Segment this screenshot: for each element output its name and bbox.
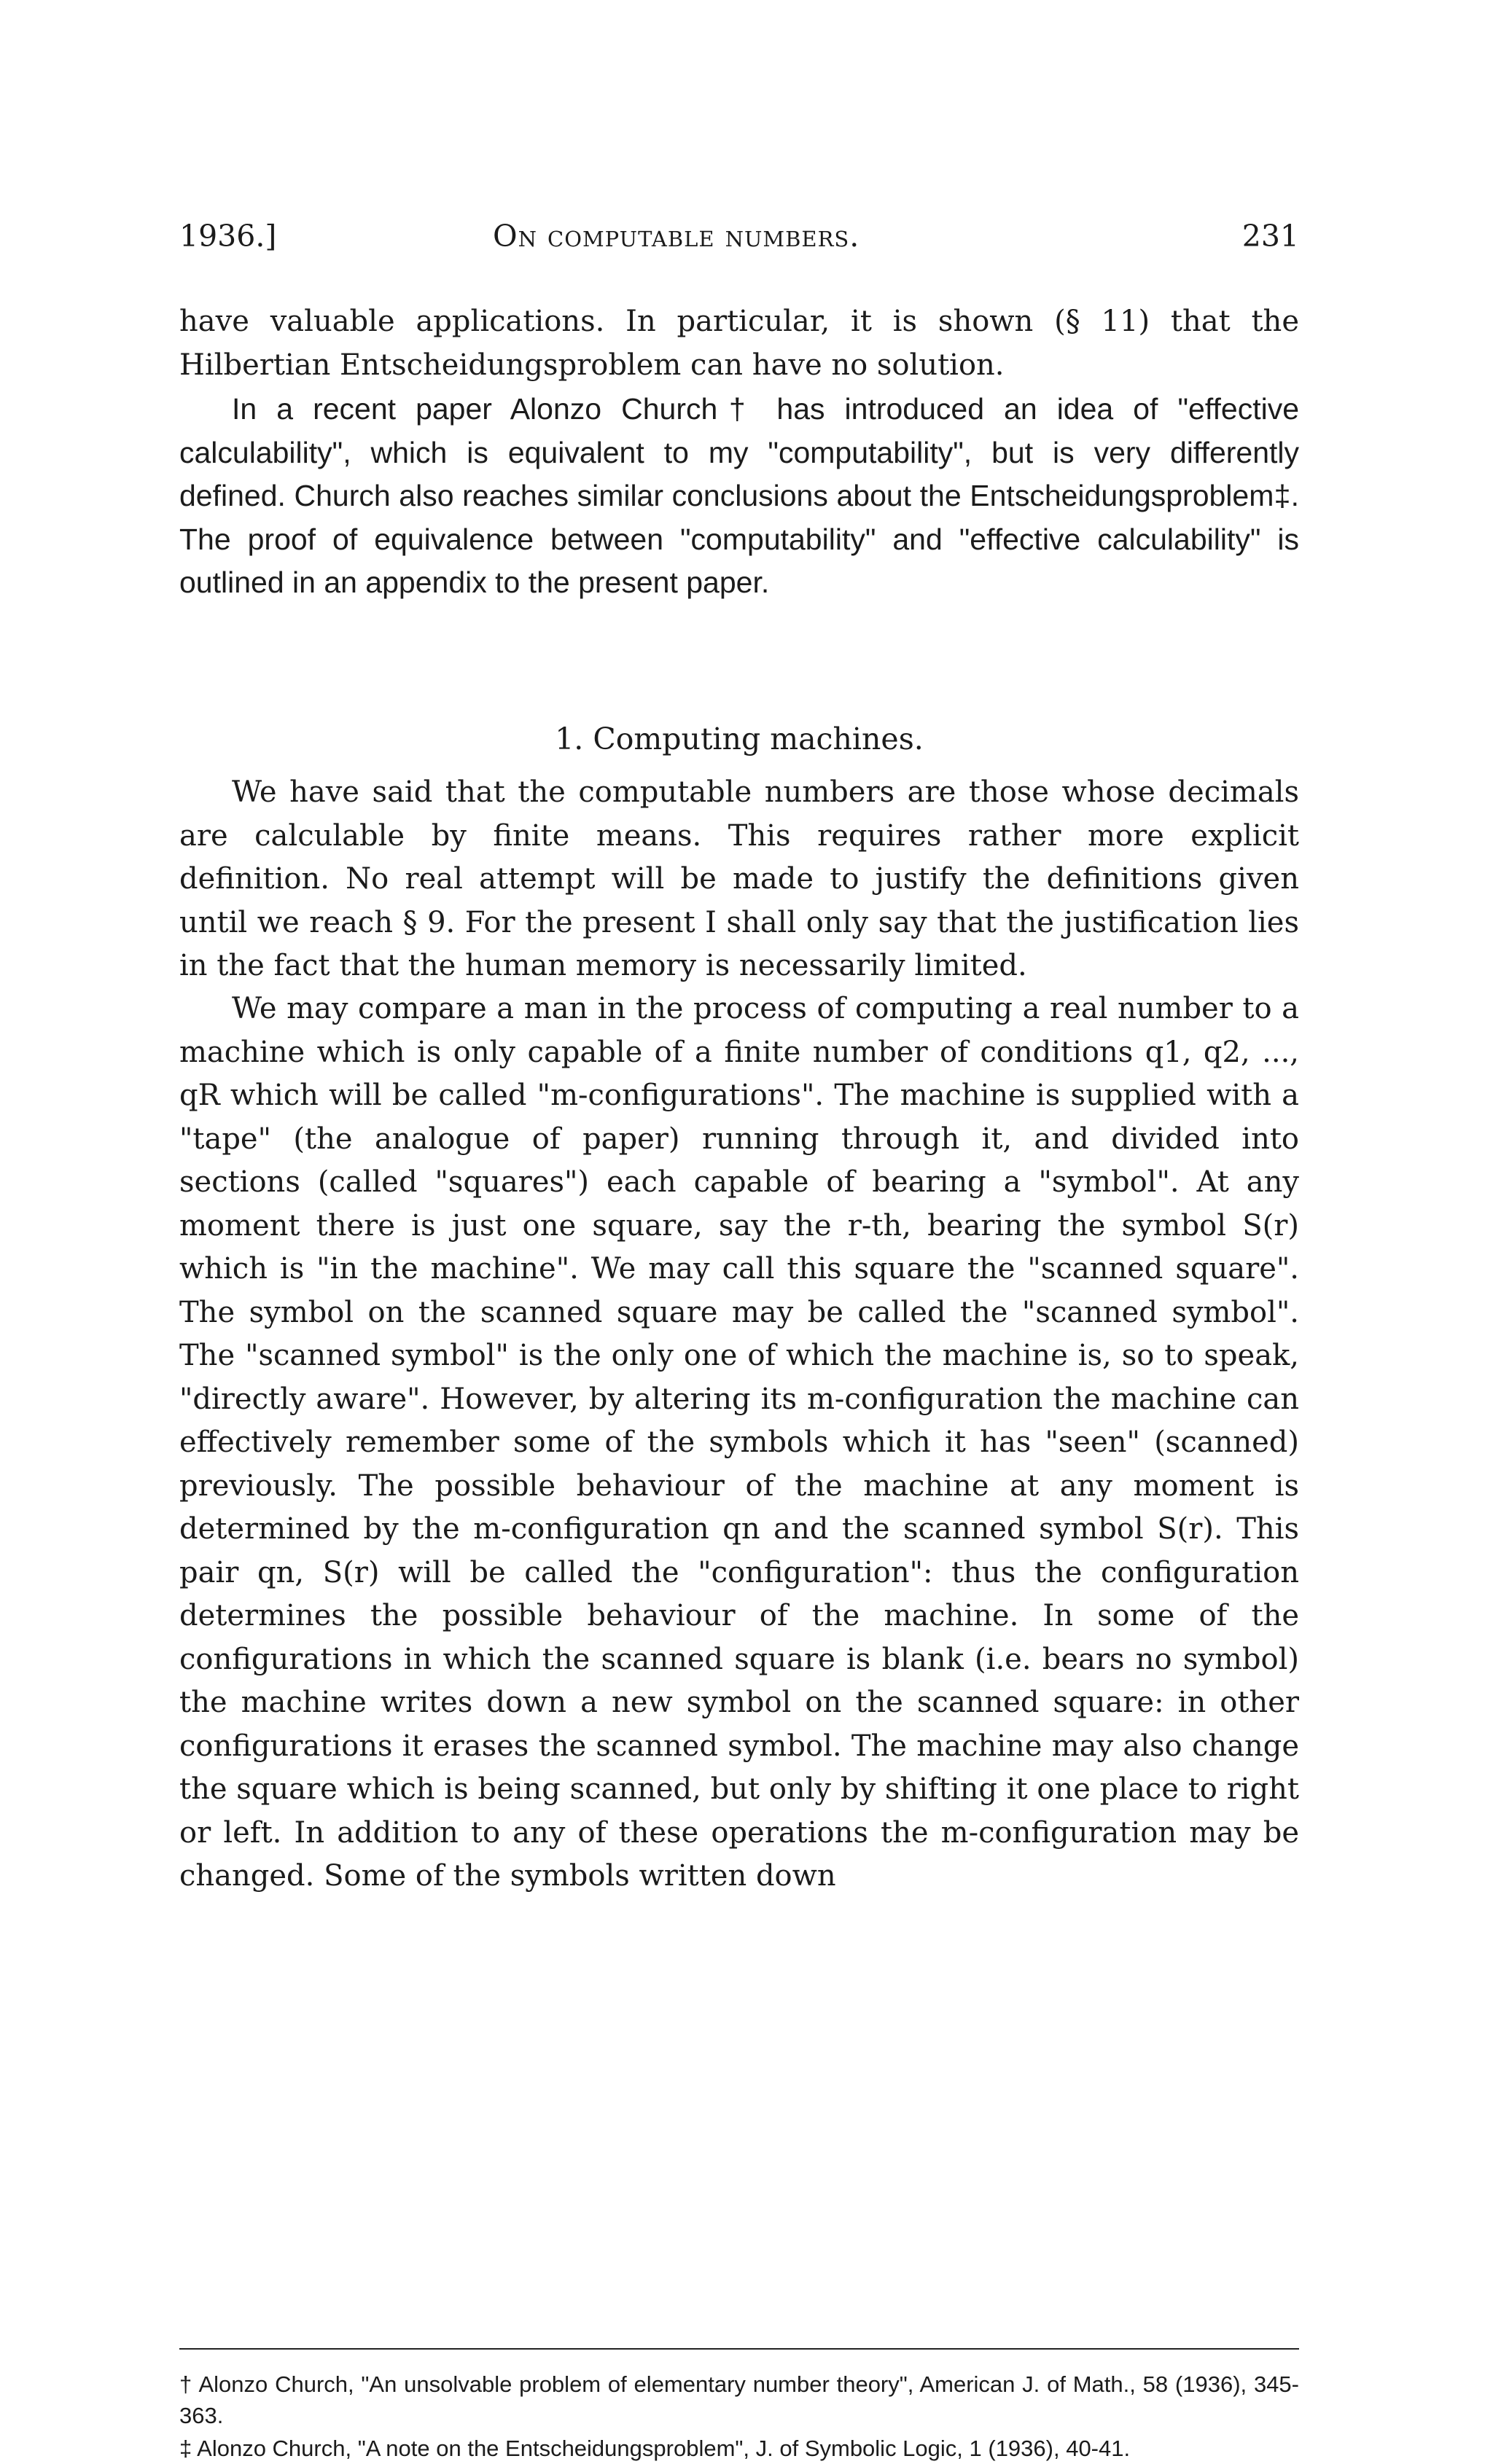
page-number: 231 xyxy=(1241,219,1299,254)
paragraph-church: In a recent paper Alonzo Church† has introduced an idea of "effective calculability", which is equivalent to my "computability", but is very differently defined. Church also reaches similar conclusions about the Entscheidungsproblem‡. The proof of equivalence between "computability" and "effective calculability" is outlined in an appendix to the present paper. xyxy=(179,392,1299,599)
running-header xyxy=(179,219,1299,255)
header-title: On computable numbers. xyxy=(493,219,860,254)
footnote-rule xyxy=(179,2348,1299,2350)
paragraph-computable-definition: We have said that the computable numbers are those whose decimals are calculable by finite means. This requires rather more explicit definition. No real attempt will be made to justify the definitions given until we reach § 9. For the present I shall only say that the justification lies in the fact that the human memory is necessarily limited. xyxy=(179,775,1299,982)
footnote-2: ‡ Alonzo Church, "A note on the Entscheidungsproblem", J. of Symbolic Logic, 1 (1936), 40-41. xyxy=(179,2436,1131,2461)
paragraph-machine-description: We may compare a man in the process of computing a real number to a machine which is only capable of a finite number of conditions q1, q2, ..., qR which will be called "m-configurations". The machine is supplied with a "tape" (the analogue of paper) running through it, and divided into sections (called "squares") each capable of bearing a "symbol". At any moment there is just one square, say the r-th, bearing the symbol S(r) which is "in the machine". We may call this square the "scanned square". The symbol on the scanned square may be called the "scanned symbol". The "scanned symbol" is the only one of which the machine is, so to speak, "directly aware". However, by altering its m-configuration the machine can effectively remember some of the symbols which it has "seen" (scanned) previously. The possible behaviour of the machine at any moment is determined by the m-configuration qn and the scanned symbol S(r). This pair qn, S(r) will be called the "configuration": thus the configuration determines the possible behaviour of the machine. In some of the configurations in which the scanned square is blank (i.e. bears no symbol) the machine writes down a new symbol on the scanned square: in other configurations it erases the scanned symbol. The machine may also change the square which is being scanned, but only by shifting it one place to right or left. In addition to any of these operations the m-configuration may be changed. Some of the symbols written down xyxy=(179,992,1299,1893)
page xyxy=(179,0,1299,2461)
footnote-1: † Alonzo Church, "An unsolvable problem of elementary number theory", American J. of Math., 58 (1936), 345-363. xyxy=(179,2371,1299,2428)
header-year: 1936.] xyxy=(179,219,277,254)
paragraph-intro-end: have valuable applications. In particular, it is shown (§ 11) that the Hilbertian Entscheidungsproblem can have no solution. xyxy=(179,305,1299,382)
section-heading: 1. Computing machines. xyxy=(555,721,924,756)
